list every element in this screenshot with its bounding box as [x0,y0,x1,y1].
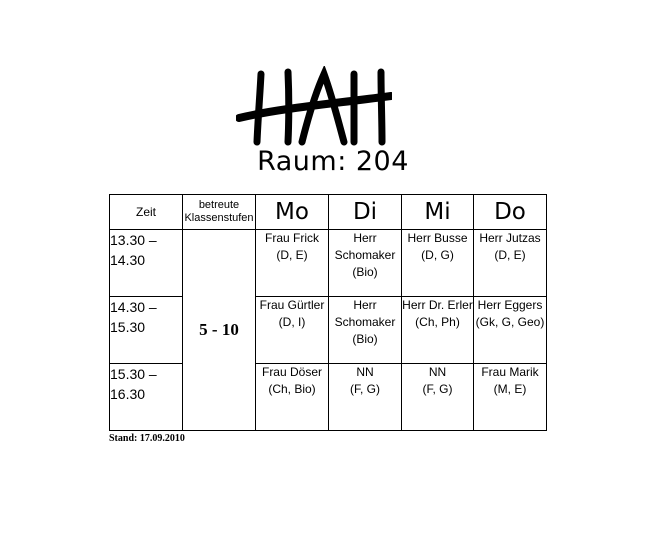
time-end: 14.30 [110,252,146,268]
time-end: 15.30 [110,319,146,335]
stand-date: Stand: 17.09.2010 [109,433,185,444]
teacher-cell [256,364,329,431]
teacher-subjects: (Ch, Bio) [268,382,316,396]
teacher-cell [402,297,474,364]
teacher-name-cont: Schomaker [334,315,396,329]
teacher-subjects: (M, E) [493,382,527,396]
schedule-table [109,194,547,431]
teacher-cell [402,230,474,297]
header-day-mo: Mo [256,195,329,230]
teacher-cell [256,297,329,364]
header-day-mi: Mi [402,195,474,230]
teacher-subjects: (Gk, G, Geo) [475,315,545,329]
teacher-subjects: (D, E) [494,248,526,262]
teacher-name: Frau Marik [481,365,539,379]
time-cell [110,364,183,431]
header-day-di: Di [329,195,402,230]
time-end: 16.30 [110,386,146,402]
teacher-cell [474,297,547,364]
teacher-name: Herr Jutzas [479,231,541,245]
level-cell: 5 - 10 [183,230,256,431]
teacher-name: Herr [353,231,377,245]
teacher-subjects: (Bio) [352,332,378,346]
teacher-subjects: (F, G) [422,382,453,396]
teacher-subjects: (Ch, Ph) [415,315,460,329]
teacher-cell [329,364,402,431]
teacher-name: NN [356,365,374,379]
teacher-name-cont: Schomaker [334,248,396,262]
room-title: Raum: 204 [257,146,409,177]
teacher-cell [474,364,547,431]
teacher-name: Herr Busse [407,231,468,245]
teacher-cell [329,297,402,364]
time-start: 14.30 – [110,299,157,315]
teacher-cell [256,230,329,297]
time-cell [110,297,183,364]
time-cell [110,230,183,297]
header-row [110,195,547,230]
header-day-do: Do [474,195,547,230]
header-klassenstufen [183,195,256,230]
teacher-name: NN [428,365,447,379]
teacher-name: Frau Frick [265,231,319,245]
teacher-subjects: (Bio) [352,265,378,279]
teacher-name: Herr Eggers [477,298,543,312]
table-row [110,364,547,431]
hah-logo [236,66,392,148]
time-start: 13.30 – [110,232,157,248]
table-row [110,230,547,297]
teacher-name: Herr [353,298,377,312]
teacher-subjects: (D, G) [421,248,454,262]
time-start: 15.30 – [110,366,157,382]
header-zeit: Zeit [110,195,183,230]
teacher-cell [329,230,402,297]
header-stufen-line1: betreute [198,199,240,211]
teacher-cell [402,364,474,431]
teacher-subjects: (D, E) [276,248,308,262]
teacher-subjects: (D, I) [278,315,306,329]
teacher-name: Frau Döser [261,365,323,379]
table-row [110,297,547,364]
header-stufen-line2: Klassenstufen [184,212,254,224]
teacher-name: Herr Dr. Erler [402,298,473,312]
teacher-subjects: (F, G) [350,382,380,396]
teacher-cell [474,230,547,297]
teacher-name: Frau Gürtler [259,298,325,312]
